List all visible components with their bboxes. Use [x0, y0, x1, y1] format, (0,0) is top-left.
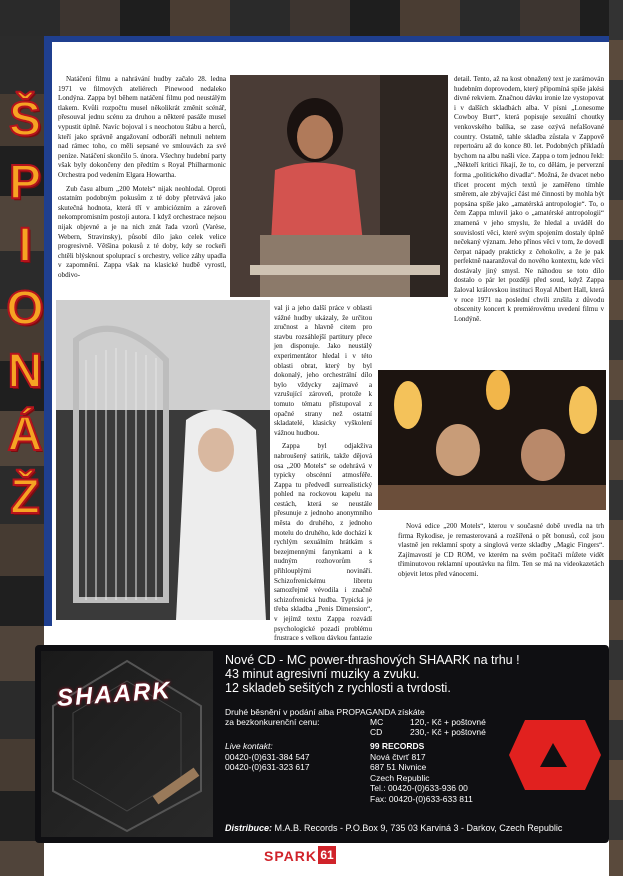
record-label-fax: Fax: 00420-(0)633-633 811	[370, 793, 473, 804]
section-title-vertical	[6, 90, 44, 528]
shaark-advertisement	[35, 645, 609, 843]
paragraph: Zappa byl odjakživa nabroušený satirik, takže dějová osa „200 Motels“ se odehrává v typicky obscénní atmosféře. Zappa tu předvedl surrealistický pohled na rockovou kapelu na cestách, která se neustále přesunuje z jednoho anonymního města do druhého, z jednoho motelu do druhého, kde dochází k rychlým sexuálním hrátkám s bezejmennými fanynkami a k nudným rozhovorům s přihlouplými novináři. Schizofrenickému libretu samozřejmě vévodila i značně schizofrenická hudba. Typická je třeba skladba „Penis Dimension“, v jejímž textu Zappa rozvádí psychologické pozadí problému frustrace s velkou dávkou fantazie	[274, 442, 372, 643]
title-letter: I	[18, 219, 32, 272]
ad-headline-3: 12 skladeb sešitých z rychlosti a tvrdosti.	[225, 681, 451, 695]
title-letter: Š	[8, 93, 41, 146]
paragraph: Nová edice „200 Motels“, kterou v současné době uvedla na trh firma Rykodise, je remasterovaná a rozšířená o pět bonusů, což jsou vlastně jen reklamní spoty a singlová verze skladby „Magic Fingers“. Zajímavostí je CD ROM, ve kterém na svém počítači můžete vidět třiminutovou reklamní upoutávku na film. Ten se má na videokazetách objevit letos před vánocemi.	[398, 522, 604, 578]
ad-live-contact	[225, 741, 310, 773]
page-frame-top	[44, 36, 609, 42]
cd-label: CD	[370, 727, 383, 737]
ad-distribution	[225, 823, 562, 833]
record-label-address-1: Nová čtvrť 817	[370, 751, 426, 762]
mc-label: MC	[370, 717, 384, 727]
title-letter: Á	[7, 408, 43, 461]
film-strip-top	[0, 0, 623, 38]
article-column-2	[274, 304, 372, 643]
live-contact-tel-2: 00420-(0)631-323 617	[225, 762, 310, 772]
title-letter: N	[7, 345, 43, 398]
distribution-label: Distribuce:	[225, 823, 273, 833]
record-label-country: Czech Republic	[370, 772, 430, 783]
magazine-brand: SPARK	[264, 848, 317, 864]
record-label-logo	[505, 715, 601, 795]
shaark-logo-box	[41, 651, 213, 837]
film-strip-right	[609, 0, 623, 876]
live-contact-label: Live kontakt:	[225, 741, 273, 751]
ad-order-line-1: Druhé běsnění v podání alba PROPAGANDA získáte	[225, 707, 425, 717]
mc-price: 120,- Kč + poštovné	[410, 717, 486, 727]
zappa-photo	[230, 75, 448, 297]
page-frame-left	[44, 36, 52, 626]
ad-headline-2: 43 minut agresivní muziky a zvuku.	[225, 667, 420, 681]
cd-price: 230,- Kč + poštovné	[410, 727, 486, 737]
torch-photo	[378, 370, 606, 510]
shaark-logo-text: SHAARK	[56, 677, 173, 712]
record-label-address-2: 687 51 Nivnice	[370, 762, 427, 772]
paragraph: detail. Tento, až na kost obnažený text je zarámován hudebním doprovodem, který připomíná spíše jakési divné rekviem. Značnou dávku ironie lze vystopovat i v dalších skladbách alba. V písni „Lonesome Cowboy Burt“, která popisuje sexuální choutky venkovského balíka, se zase ozývá nefalšované country. Ostatně, tahle skladba zůstala v Zappově repertoáru až do konce 80. let. Podobných příkladů bychom na albu našli více. Zappa o tom jednou řekl: „Někteří kritici říkají, že to, co dělám, je perverzní forma „politického divadla“. Možná, že dvacet nebo třicet procent mých textů je zaměřeno tímhle směrem, ale zbývající část mé činnosti by mohla být popsána spíše jako „amatérská antropologie“. To, o čem Zappa mluvil jako o „amatérské antropologii“ znamená v jeho smyslu, že hledal a uváděl do souvislostí věci, které svým spojením dostaly úplně nečekaný význam. Jeho přínos věci v tom, že dovedl čerpat nápady prakticky z čehokoliv, a že je pak perfektně naaranžoval do nového kontextu, kde věci dostávaly jiný smysl. Ne náhodou se toto dílo dostalo o pár let později před soud, když Zappa žaloval královskou instituci Royal Albert Hall, která v roce 1971 na poslední chvíli zrušila z důvodu obscenity koncert k premiérovému uvedení filmu v Londýně.	[454, 75, 604, 323]
paragraph: Natáčení filmu a nahrávání hudby začalo 28. ledna 1971 ve filmových ateliérech Pinewood nedaleko Londýna. Zappa byl během natáčení filmu pod neustálým tlakem. Kvůli rozpočtu musel několikrát změnit scénář, přesouval jednu scénu za druhou a některé pasáže musel vypustit úplně. Navíc bojoval i s neochotou štábu a herců, kteří jako správně angažovaní odboráři nehnuli nehtem nad rámec toho, co měli sepsané ve smlouvách za své peníze. Natáčení skončilo 5. února. Všechny hudební party však byly dokončeny den předtím s Royal Philharmonic Orchestra pod vedením Elgara Howartha.	[58, 75, 226, 179]
article-column-3-end	[398, 522, 604, 602]
ad-prices	[370, 717, 486, 737]
title-letter: Ž	[10, 471, 40, 524]
ad-order-line-2: za bezkonkurenční cenu:	[225, 717, 320, 727]
paragraph: val ji a jeho další práce v oblasti vážné hudby ukázaly, že určitou zručnost a hlavně citem pro stavbu rozsáhlejší partitury přece jen disponuje. Jako neustálý experimentátor hledal i v této oblasti obrat, který by byl dokonalý, jeho orchestrální dílo bylo vždycky zajímavé a vzrušující zároveň, protože k tomuto tématu přistupoval z opačné strany než ostatní skladatelé, klasicky vyškolení vážnou hudbou.	[274, 304, 372, 437]
page-number: 61	[318, 846, 336, 864]
ad-headline-1: Nové CD - MC power-thrashových SHAARK na trhu !	[225, 653, 520, 667]
paragraph: Zub času album „200 Motels“ nijak neohlodal. Oproti ostatním podobným pokusům z té doby přetrvává jako skutečná hodnota, která tří v ambiciózním a zároveň nekompromisním postoji autora. I když orchestrace nejsou nijak objevné a je na nich znát řada vzorů (Varèse, Webern, Stravinsky), působí dílo jako celek velice progresivně. Většina pokusů z té doby, kdy se rockeři chtěli blýsknout spoluprací s orchestry, velice záhy upadla v zapomnění. Zappa však na klasické hudbě vyrostl, obdivo-	[58, 184, 226, 279]
title-letter: P	[8, 156, 41, 209]
live-contact-tel-1: 00420-(0)631-384 547	[225, 751, 310, 762]
distribution-text: M.A.B. Records - P.O.Box 9, 735 03 Karviná 3 - Darkov, Czech Republic	[274, 823, 563, 833]
record-label-name: 99 RECORDS	[370, 741, 425, 751]
ad-headlines	[225, 653, 520, 695]
harp-photo	[56, 300, 270, 620]
record-label-tel: Tel.: 00420-(0)633-936 00	[370, 783, 468, 793]
ad-record-label	[370, 741, 473, 804]
title-letter: O	[6, 282, 44, 335]
article-column-1	[58, 75, 226, 297]
article-column-3	[454, 75, 604, 365]
